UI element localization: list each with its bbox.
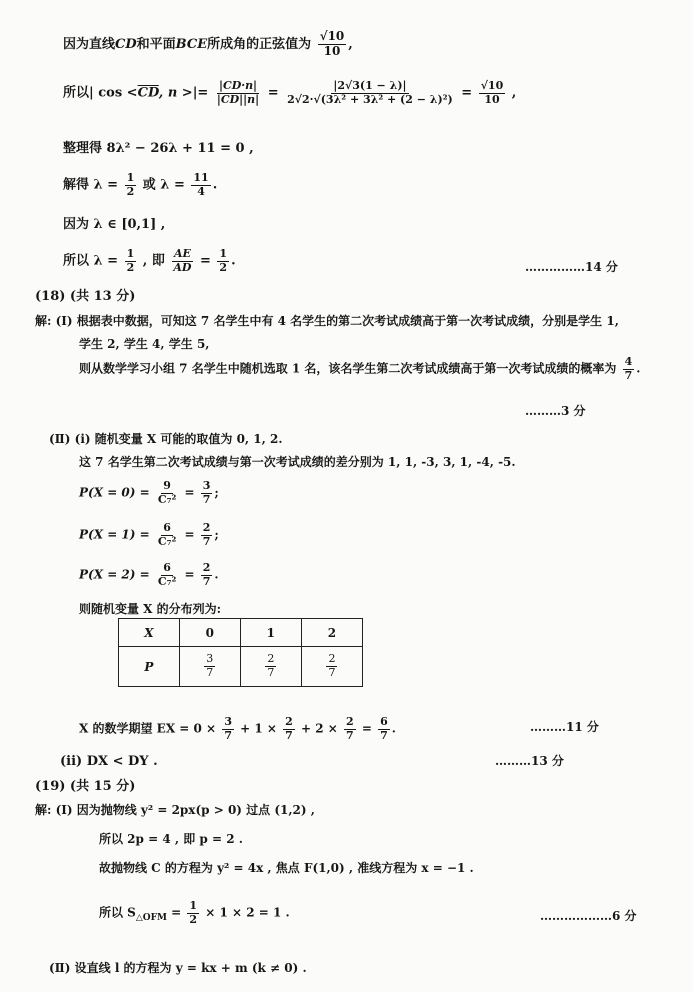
fraction [187, 900, 199, 926]
denominator: 10 [484, 92, 500, 106]
denominator: C₇² [157, 492, 177, 506]
fraction [318, 30, 347, 59]
denominator: 7 [267, 666, 275, 679]
text: , [348, 36, 353, 52]
fraction [201, 522, 213, 548]
fraction [204, 653, 215, 679]
table-cell [179, 647, 240, 687]
q19-line-5: (Ⅱ) 设直线 l 的方程为 y = kx + m (k ≠ 0) . [49, 961, 307, 975]
segment-cd: CD [115, 36, 137, 52]
table-cell: 1 [240, 619, 301, 647]
text: P(X = 0) = [79, 485, 150, 500]
numerator: 6 [163, 521, 171, 534]
score-11: ………11 分 [530, 720, 599, 734]
text: , 即 [142, 253, 165, 269]
denominator: 2 [219, 260, 228, 274]
denominator: 7 [206, 666, 214, 679]
table-cell: P [119, 647, 180, 687]
numerator: 1 [126, 247, 135, 260]
text: P(X = 1) = [79, 527, 150, 542]
q19-line-3: 故抛物线 C 的方程为 y² = 4x , 焦点 F(1,0) , 准线方程为 x = −1 . [99, 861, 474, 875]
fraction [125, 172, 137, 198]
text: 解得 λ = [63, 177, 119, 193]
q18-part1-line3 [79, 356, 640, 382]
text: + 1 × [240, 721, 277, 736]
fraction [378, 716, 390, 742]
numerator: |2√3(1 − λ)| [333, 79, 407, 92]
prob-x2 [79, 562, 219, 588]
numerator: √10 [319, 29, 345, 43]
text: P(X = 2) = [79, 567, 150, 582]
text: , n >|= [158, 85, 209, 101]
text: . [212, 177, 218, 193]
text: = [184, 485, 195, 500]
fraction [201, 562, 213, 588]
text: . [214, 567, 219, 582]
fraction [344, 716, 356, 742]
text: . [391, 721, 396, 736]
text: ; [214, 527, 219, 542]
text: 所成角的正弦值为 [207, 36, 312, 52]
denominator: 7 [202, 574, 211, 588]
q18-part2-line2: 这 7 名学生第二次考试成绩与第一次考试成绩的差分别为 1, 1, -3, 3, 1, -4, -5. [79, 455, 516, 469]
q19-line-1: 解: (Ⅰ) 因为抛物线 y² = 2px(p > 0) 过点 (1,2) , [35, 803, 315, 817]
text: 所以| cos < [63, 85, 138, 101]
text: = [171, 905, 182, 920]
denominator: AD [173, 260, 192, 274]
fraction [285, 80, 455, 106]
q17-line-5: 因为 λ ∈ [0,1] , [63, 217, 166, 232]
numerator: 11 [193, 171, 209, 184]
text: 和平面 [136, 36, 176, 52]
q18-header: (18) (共 13 分) [35, 289, 136, 304]
denominator: C₇² [157, 574, 177, 588]
fraction [479, 80, 506, 106]
fraction [125, 248, 137, 274]
numerator: 2 [267, 652, 275, 666]
numerator: 2 [346, 715, 354, 728]
fraction [217, 248, 229, 274]
q17-line-1 [63, 30, 353, 59]
plane-bce: BCE [175, 36, 208, 52]
table-cell: 0 [179, 619, 240, 647]
score-3: ………3 分 [525, 404, 586, 418]
denominator: 7 [328, 666, 336, 679]
numerator: AE [173, 247, 191, 260]
distribution-table [118, 618, 363, 687]
q17-line-3: 整理得 8λ² − 26λ + 11 = 0 , [63, 141, 254, 156]
table-row [119, 647, 363, 687]
numerator: 9 [163, 479, 171, 492]
denominator: 7 [202, 534, 211, 548]
denominator: 2 [126, 184, 135, 198]
q18-part2-ii: (ii) DX < DY . [60, 754, 158, 769]
numerator: 2 [285, 715, 293, 728]
numerator: 1 [189, 899, 198, 912]
table-row [119, 619, 363, 647]
text: = [267, 85, 279, 101]
expectation-line [79, 716, 396, 742]
fraction [326, 653, 337, 679]
denominator: 2√2·√(3λ² + 3λ² + (2 − λ)²) [287, 92, 453, 106]
numerator: 3 [224, 715, 232, 728]
text: = [361, 721, 372, 736]
fraction [623, 356, 635, 382]
fraction [156, 522, 178, 548]
q17-line-2: 所以| $\cos <\overline{CD}$, n >|= $\frac{|CD\cdot n|}{|CD||n|}$ = $\frac{|2√3(1 - \lambda)|}{\text{2√2·√(3λ² + 3λ² + (2 − λ)²)}}$ = $\frac{√10}{10}$ , [63, 79, 517, 106]
numerator: |CD·n| [218, 79, 258, 92]
fraction [283, 716, 295, 742]
q17-line-4 [63, 172, 217, 198]
q18-part1-line1: 解: (Ⅰ) 根据表中数据，可知这 7 名学生中有 4 名学生的第二次考试成绩高于第一次考试成绩，分别是学生 1, [35, 314, 619, 328]
fraction [156, 480, 178, 506]
text: = [461, 85, 473, 101]
numerator: 2 [202, 521, 211, 534]
table-cell [240, 647, 301, 687]
numerator: 6 [163, 561, 171, 574]
numerator: 1 [219, 247, 228, 260]
text: + 2 × [301, 721, 338, 736]
q18-part2-line1: (Ⅱ) (i) 随机变量 X 可能的取值为 0, 1, 2. [49, 432, 283, 446]
text: = [199, 253, 211, 269]
table-cell [301, 647, 362, 687]
denominator: 7 [202, 492, 211, 506]
numerator: √10 [480, 79, 504, 92]
text: ; [214, 485, 219, 500]
text: . [636, 361, 641, 376]
fraction [191, 172, 210, 198]
denominator: 2 [126, 260, 135, 274]
fraction [201, 480, 213, 506]
denominator: 4 [197, 184, 205, 198]
denominator: 7 [285, 728, 293, 742]
q17-line-6 [63, 248, 236, 274]
text: 或 λ = [142, 177, 185, 193]
fraction [156, 562, 178, 588]
q19-line-2: 所以 2p = 4 , 即 p = 2 . [99, 832, 243, 846]
numerator: 6 [380, 715, 388, 728]
text: 所以 S [99, 905, 136, 920]
denominator: 2 [189, 912, 198, 926]
denominator: 7 [224, 728, 232, 742]
denominator: 7 [346, 728, 354, 742]
prob-x0 [79, 480, 219, 506]
numerator: 2 [328, 652, 336, 666]
text: = [184, 567, 195, 582]
denominator: 7 [380, 728, 388, 742]
numerator: 4 [624, 355, 633, 368]
denominator: |CD||n| [216, 92, 260, 106]
denominator: C₇² [157, 534, 177, 548]
denominator: 7 [624, 368, 633, 382]
numerator: 2 [202, 561, 211, 574]
dist-intro: 则随机变量 X 的分布列为: [79, 602, 222, 616]
numerator: 3 [206, 652, 214, 666]
table-cell: 2 [301, 619, 362, 647]
fraction [215, 80, 261, 106]
prob-x1 [79, 522, 219, 548]
vector-cd: $\overline{CD}$ [137, 85, 159, 101]
fraction [222, 716, 234, 742]
text: × 1 × 2 = 1 . [205, 905, 290, 920]
q18-part1-line2: 学生 2, 学生 4, 学生 5, [79, 337, 210, 351]
text: 则从数学学习小组 7 名学生中随机选取 1 名，该名学生第二次考试成绩高于第一次考试成绩的概率为 [79, 361, 617, 376]
numerator: 1 [126, 171, 135, 184]
q19-header: (19) (共 15 分) [35, 779, 136, 794]
text: X 的数学期望 EX = 0 × [79, 721, 217, 736]
denominator: 10 [323, 43, 341, 58]
text: = [184, 527, 195, 542]
fraction [171, 248, 193, 274]
numerator: 3 [202, 479, 211, 492]
q19-line-4 [99, 900, 290, 926]
text: 所以 λ = [63, 253, 119, 269]
text: 因为直线 [63, 36, 116, 52]
score-14: ……………14 分 [525, 260, 618, 274]
table-cell: X [119, 619, 180, 647]
score-13: ………13 分 [495, 754, 564, 768]
subscript: △OFM [135, 913, 167, 924]
score-6: ………………6 分 [540, 909, 637, 923]
fraction [265, 653, 276, 679]
text: . [231, 253, 236, 269]
